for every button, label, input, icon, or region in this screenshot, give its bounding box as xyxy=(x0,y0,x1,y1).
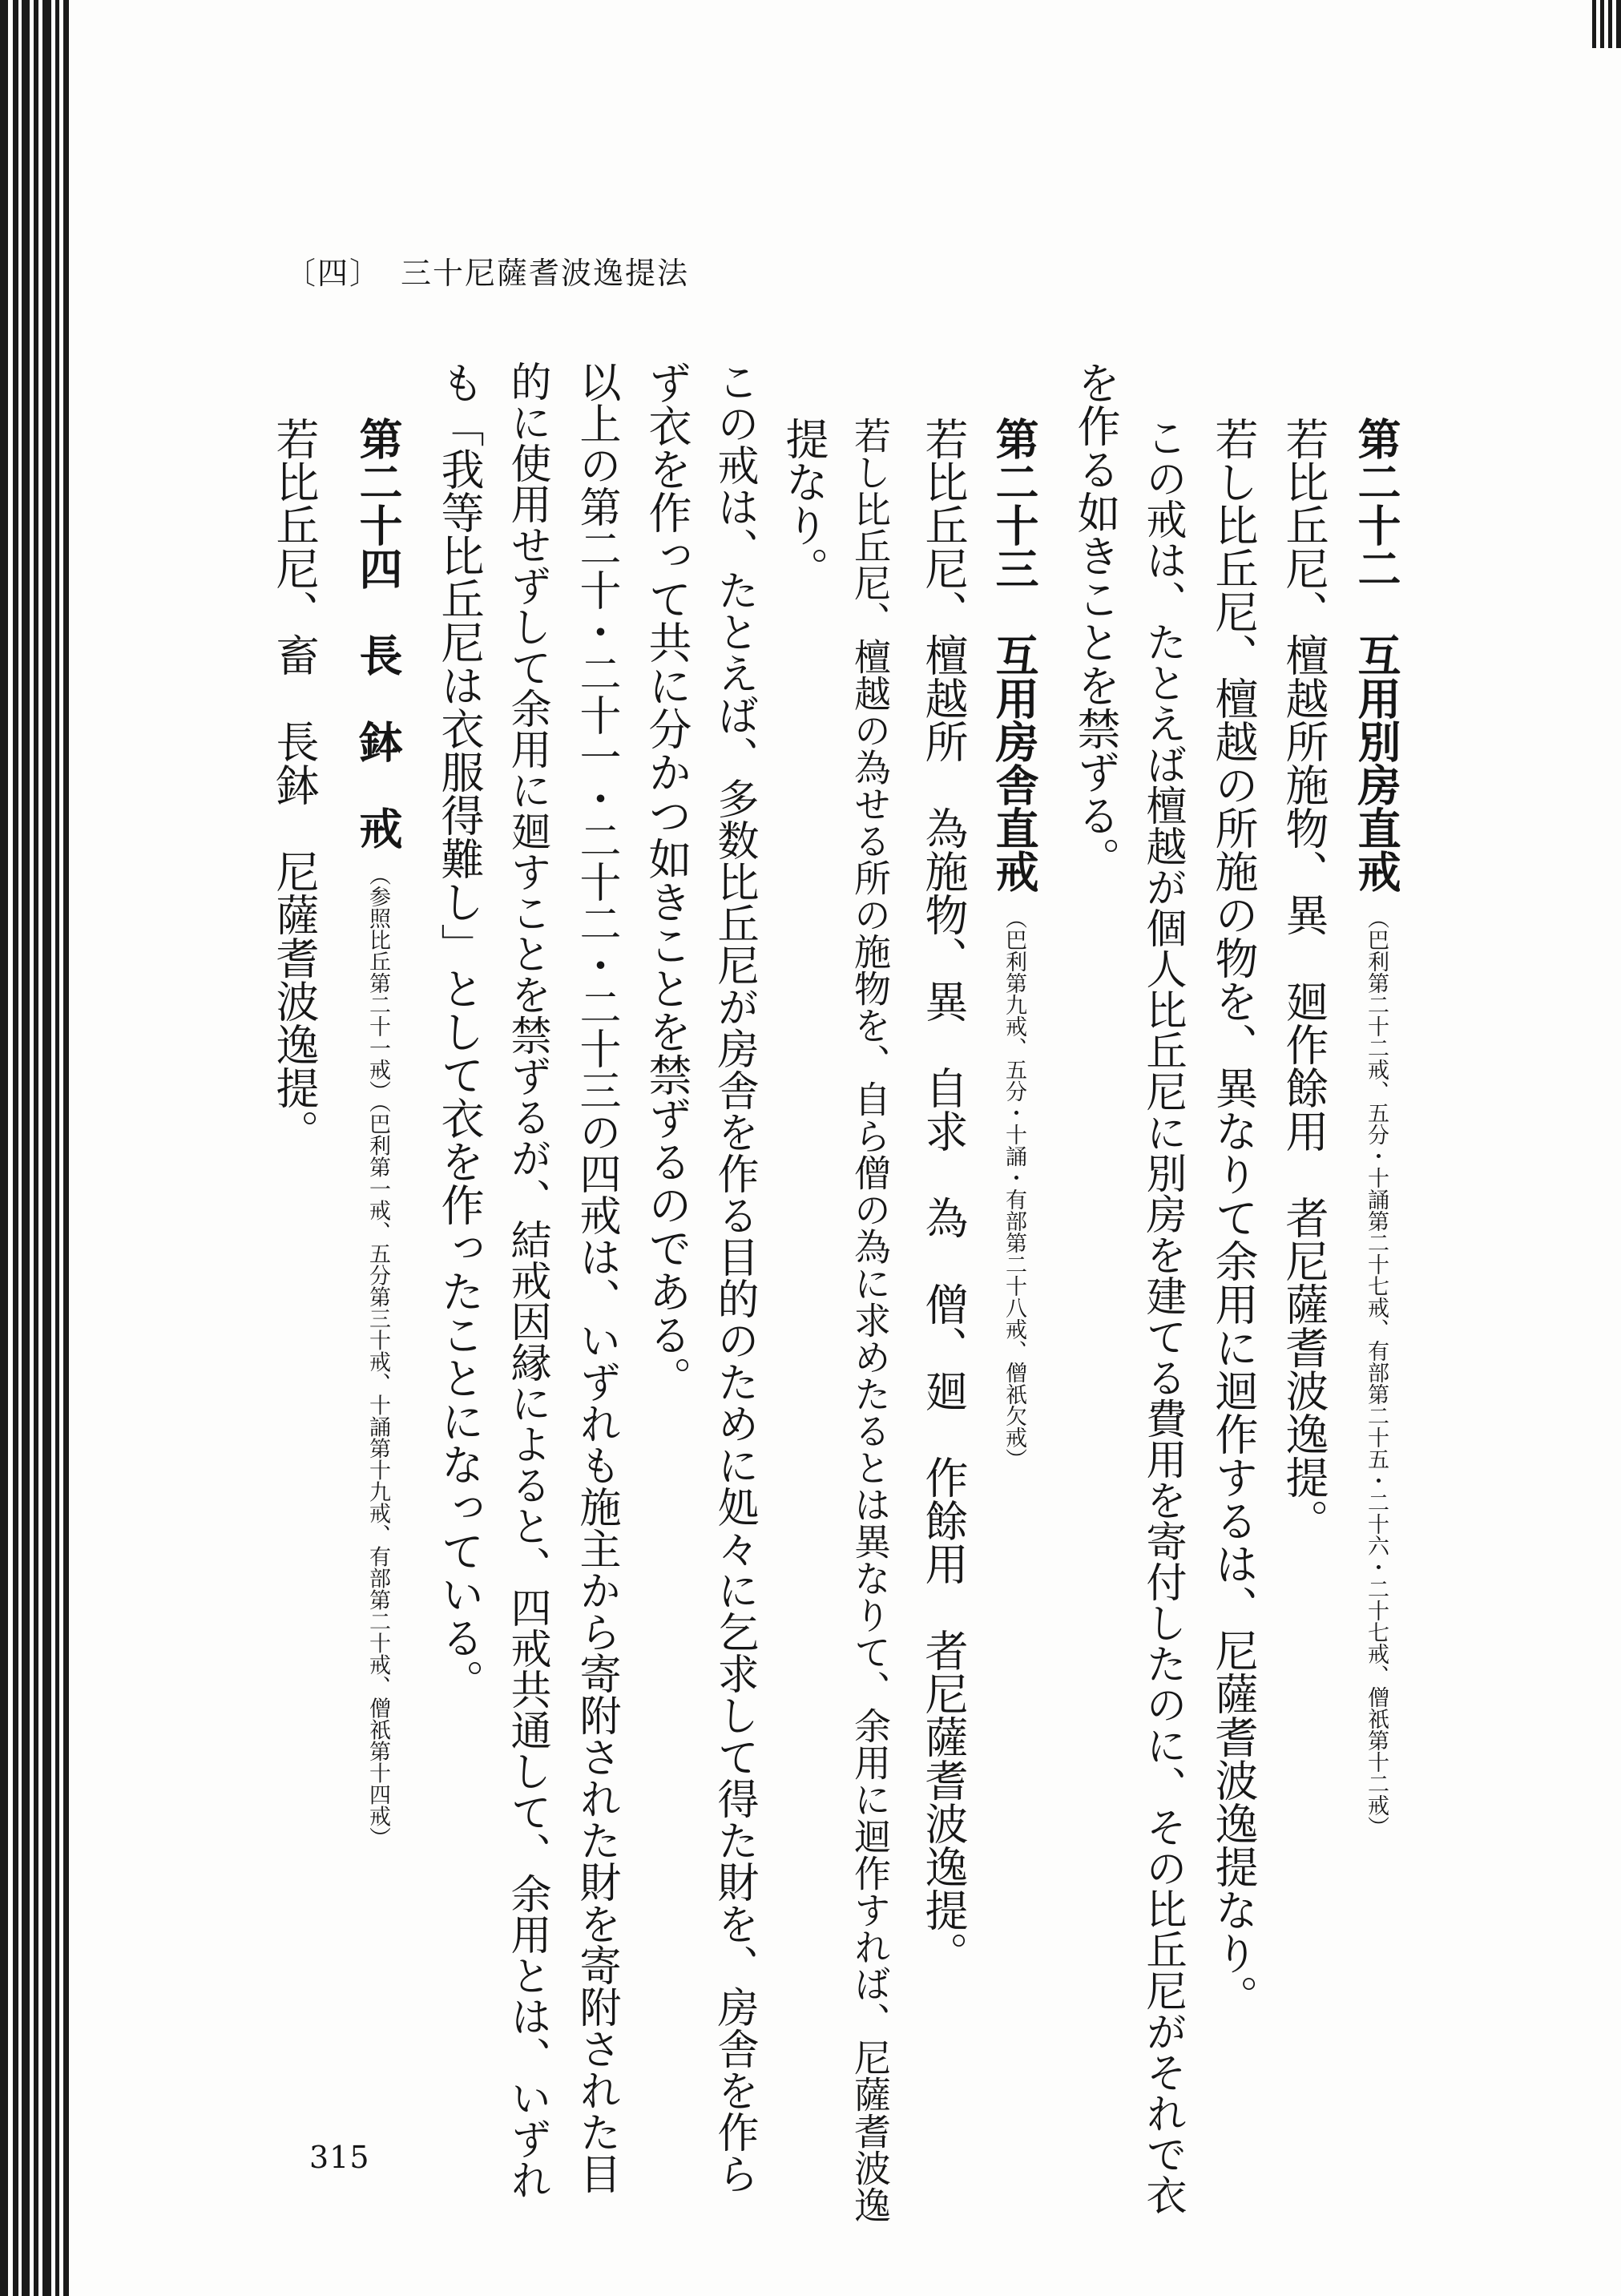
rule-text-line: を作る如きことを禁ずる。 xyxy=(1071,361,1121,880)
rule-text-line: も「我等比丘尼は衣服得難し」として衣を作ったことになっている。 xyxy=(434,361,485,1702)
rule-text-line: 若比丘尼、畜 長鉢 尼薩耆波逸提。 xyxy=(269,417,320,1152)
rule-heading xyxy=(989,417,1039,1470)
rule-text-line: 若し比丘尼、檀越の為せる所の施物を、自ら僧の為に求めたるとは異なりて、余用に迴作すれば、尼薩耆波逸 xyxy=(849,417,892,2223)
rule-text-line: ず衣を作って共に分かつ如きことを禁ずるのである。 xyxy=(642,361,692,1399)
rule-reference: （巴利第二十二戒、五分・十誦第二十七戒、有部第二十五・二十六・二十七戒、僧祇第十二戒） xyxy=(1364,907,1389,1838)
book-spine-edge xyxy=(0,0,74,2296)
rule-text-line: 若し比丘尼、檀越の所施の物を、異なりて余用に迴作するは、尼薩耆波逸提なり。 xyxy=(1208,417,1259,2018)
rule-title: 第二十三 互用房舎直戒 xyxy=(989,417,1039,893)
rule-reference: （巴利第九戒、五分・十誦・有部第二十八戒、僧祇欠戒） xyxy=(1002,907,1026,1470)
rule-text-line: この戒は、たとえば、多数比丘尼が房舎を作る目的のために処々に乞求して得た財を、房舎を作ら xyxy=(710,361,758,2194)
rule-title: 第二十四 長 鉢 戒 xyxy=(353,417,403,849)
rule-text-line: 若比丘尼、檀越所施物、異 廻作餘用 者尼薩耆波逸提。 xyxy=(1279,417,1329,1542)
section-number: 〔四〕 xyxy=(285,256,382,291)
rule-text-line: 的に使用せずして余用に廻すことを禁ずるが、結戒因縁によると、四戒共通して、余用とは、いずれ xyxy=(503,361,550,2200)
rule-text-line: この戒は、たとえば檀越が個人比丘尼に別房を建てる費用を寄付したのに、その比丘尼がそれで衣 xyxy=(1139,417,1186,2215)
rule-heading xyxy=(1351,417,1401,1838)
running-header xyxy=(285,248,689,293)
rule-text-line: 提なり。 xyxy=(779,417,829,590)
rule-title: 第二十二 互用別房直戒 xyxy=(1351,417,1401,893)
rule-text-line: 若比丘尼、檀越所 為施物、異 自求 為 僧、廻 作餘用 者尼薩耆波逸提。 xyxy=(918,417,969,1975)
page-number: 315 xyxy=(309,2140,370,2175)
section-title: 三十尼薩耆波逸提法 xyxy=(401,256,690,291)
scan-edge-corner xyxy=(1589,0,1621,48)
rule-text-line: 以上の第二十・二十一・二十二・二十三の四戒は、いずれも施主から寄附された財を寄附された目 xyxy=(572,361,620,2194)
rule-heading xyxy=(353,417,403,1849)
rule-reference: （参照比丘第二十一戒）（巴利第一戒、五分第三十戒、十誦第十九戒、有部第二十戒、僧祇第十四戒） xyxy=(365,864,390,1849)
